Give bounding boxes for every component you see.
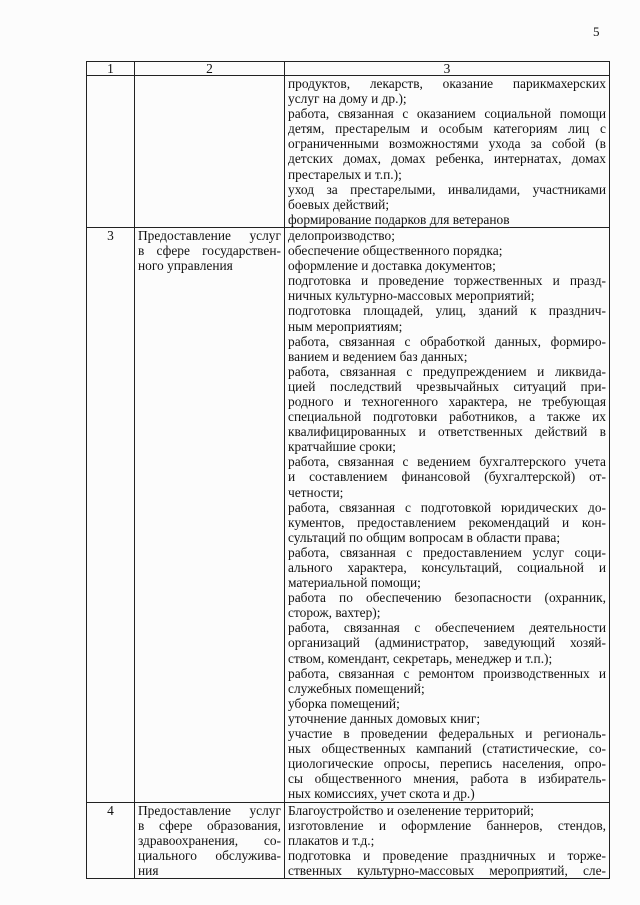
row-number-cell — [87, 76, 135, 228]
work-type-line: услуг на дому и др.); — [288, 91, 407, 107]
work-type-line: престарелых и т.п.); — [288, 166, 402, 182]
work-type-line: ным мероприятиям; — [288, 318, 403, 334]
row-number-cell: 3 — [87, 227, 135, 802]
work-type-line: уборка помещений; — [288, 695, 400, 711]
work-type-line: ных общественных кампаний (статистические, со- — [288, 741, 606, 757]
work-type-line: продуктов, лекарств, оказание парикмахерских — [288, 76, 606, 91]
service-line: Предоставление услуг — [138, 802, 281, 818]
work-type-line: боевых действий; — [288, 196, 390, 212]
work-types-cell — [285, 76, 610, 228]
work-type-line: ванием и ведением баз данных; — [288, 348, 468, 364]
work-type-line: работа, связанная с ремонтом производственных и — [288, 665, 606, 681]
work-type-line: материальной помощи; — [288, 575, 421, 591]
page-number: 5 — [593, 24, 600, 39]
work-type-line: работа, связанная с обеспечением деятельности — [288, 620, 606, 636]
work-type-line: специальной подготовки работников, а также их — [288, 409, 606, 425]
work-type-line: подготовка и проведение торжественных и празд- — [288, 273, 606, 289]
table-row — [87, 802, 610, 878]
work-type-line: ных комиссиях, учет скота и др.) — [288, 786, 475, 802]
work-type-line: циологические опросы, перепись населения, опро- — [288, 756, 606, 772]
work-type-line: ственных культурно-массовых мероприятий, сле- — [288, 862, 606, 878]
work-type-line: участие в проведении федеральных и региональ- — [288, 726, 606, 742]
work-type-line: работа, связанная с предоставлением услуг соци- — [288, 544, 606, 560]
row-number-cell: 4 — [87, 802, 135, 878]
work-type-line: обеспечение общественного порядка; — [288, 243, 503, 259]
work-type-line: организаций (администратор, заведующий хозяй- — [288, 635, 606, 651]
work-type-line: кратчайшие сроки; — [288, 439, 396, 455]
table-row — [87, 227, 610, 802]
work-type-line: сультаций по общим вопросам в области права; — [288, 529, 561, 545]
service-line: в сфере государствен- — [138, 243, 281, 259]
work-type-line: сторож, вахтер); — [288, 605, 381, 621]
service-cell — [135, 227, 285, 802]
work-type-line: работа, связанная с обработкой данных, формиро- — [288, 333, 606, 349]
service-line: ного управления — [138, 258, 233, 274]
header-cell-2: 2 — [135, 62, 285, 76]
work-type-line: родного и техногенного характера, не требующая — [288, 393, 606, 409]
table-row — [87, 76, 610, 228]
services-table — [86, 61, 610, 879]
service-line: в сфере образования, — [138, 817, 281, 833]
work-type-line: работа, связанная с ведением бухгалтерского учета — [288, 454, 606, 470]
work-type-line: плакатов и т.д.; — [288, 832, 375, 848]
service-line: циального обслужива- — [138, 847, 281, 863]
header-cell-1: 1 — [87, 62, 135, 76]
work-type-line: работа, связанная с оказанием социальной помощи — [288, 106, 606, 122]
table-body — [87, 76, 610, 879]
work-type-line: работа, связанная с подготовкой юридических до- — [288, 499, 606, 515]
work-types-cell — [285, 802, 610, 878]
work-type-line: делопроизводство; — [288, 227, 395, 243]
work-type-line: и составлением финансовой (бухгалтерской) от- — [288, 469, 606, 485]
work-type-line: уточнение данных домовых книг; — [288, 710, 481, 726]
work-type-line: подготовка площадей, улиц, зданий к празднич- — [288, 303, 606, 319]
work-type-line: формирование подарков для ветеранов — [288, 211, 510, 227]
work-type-line: кументов, предоставлением рекомендаций и кон- — [288, 514, 606, 530]
header-cell-3: 3 — [285, 62, 610, 76]
work-type-line: детских домах, домах ребенка, интернатах, домах — [288, 151, 606, 167]
work-type-line: детям, престарелым и особым категориям лиц с — [288, 121, 606, 137]
work-type-line: служебных помещений; — [288, 680, 425, 696]
work-type-line: оформление и доставка документов; — [288, 258, 496, 274]
work-type-line: ограниченными возможностями ухода за собой (в — [288, 136, 606, 152]
service-cell — [135, 76, 285, 228]
work-type-line: уход за престарелыми, инвалидами, участниками — [288, 181, 606, 197]
service-line: ния — [138, 862, 159, 878]
work-type-line: четности; — [288, 484, 344, 500]
work-types-cell — [285, 227, 610, 802]
work-type-line: изготовление и оформление баннеров, стендов, — [288, 817, 606, 833]
service-line: Предоставление услуг — [138, 227, 281, 243]
service-line: здравоохранения, со- — [138, 832, 281, 848]
work-type-line: подготовка и проведение праздничных и торже- — [288, 847, 606, 863]
table-header-row — [87, 62, 610, 76]
work-type-line: квалифицированных и ответственных действий в — [288, 424, 606, 440]
work-type-line: работа, связанная с предупреждением и ликвида- — [288, 363, 606, 379]
work-type-line: работа по обеспечению безопасности (охранник, — [288, 590, 606, 606]
work-type-line: цией последствий чрезвычайных ситуаций при- — [288, 378, 606, 394]
service-cell — [135, 802, 285, 878]
work-type-line: Благоустройство и озеленение территорий; — [288, 802, 535, 818]
work-type-line: ничных культурно-массовых мероприятий; — [288, 288, 535, 304]
work-type-line: ством, комендант, секретарь, менеджер и т.п.); — [288, 650, 553, 666]
work-type-line: сы общественного мнения, работа в избиратель- — [288, 771, 606, 787]
work-type-line: ального характера, консультаций, социальной и — [288, 560, 606, 575]
